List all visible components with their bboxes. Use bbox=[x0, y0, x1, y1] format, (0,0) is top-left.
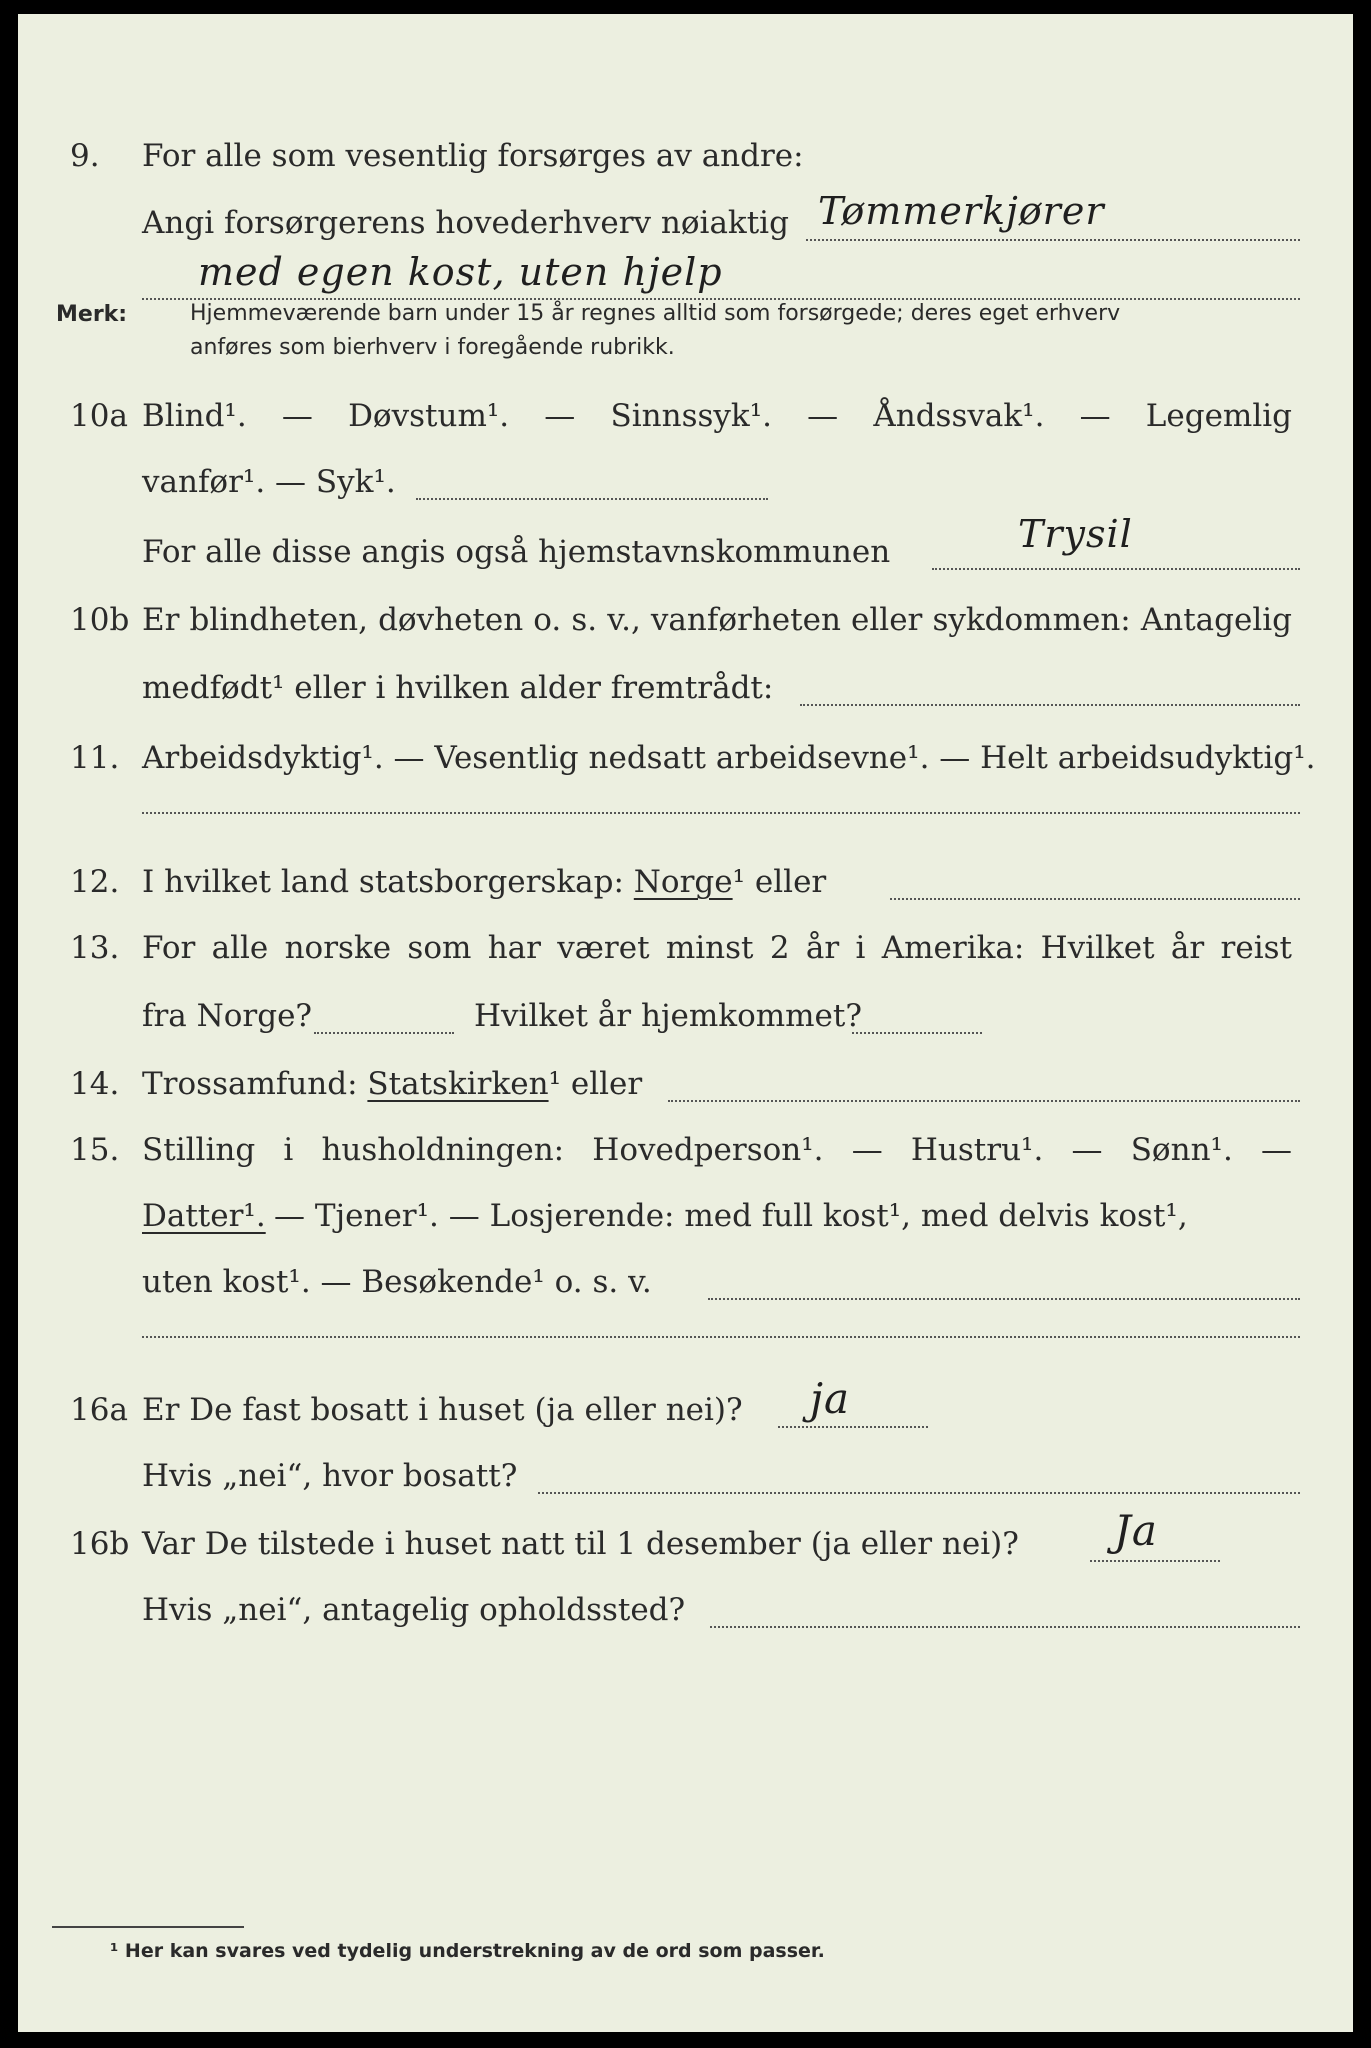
handwritten-answer: Tømmerkjører bbox=[818, 189, 1105, 233]
handwritten-answer: med egen kost, uten hjelp bbox=[198, 250, 723, 294]
question-text: Blind¹. — Døvstum¹. — Sinnssyk¹. — Åndssvak¹. — Legemlig bbox=[142, 398, 1292, 434]
answer-line bbox=[538, 1492, 1300, 1494]
question-text: Hvis „nei“, antagelig opholdssted? bbox=[142, 1592, 686, 1628]
answer-line bbox=[806, 239, 1300, 241]
note-label: Merk: bbox=[56, 302, 128, 327]
question-16a-line2 bbox=[18, 1448, 1353, 1504]
question-15-line3 bbox=[18, 1254, 1353, 1310]
underlined-answer: Norge bbox=[633, 864, 733, 900]
question-text: vanfør¹. — Syk¹. bbox=[142, 464, 396, 500]
answer-line bbox=[890, 898, 1300, 900]
question-number: 11. bbox=[70, 740, 120, 776]
question-number: 10a bbox=[70, 398, 128, 434]
answer-line bbox=[1090, 1560, 1220, 1562]
question-number: 9. bbox=[70, 138, 100, 174]
question-13-line2 bbox=[18, 988, 1353, 1044]
answer-line bbox=[800, 704, 1300, 706]
question-10b-line2 bbox=[18, 660, 1353, 716]
underlined-answer: Datter¹. bbox=[142, 1198, 266, 1234]
question-text: Arbeidsdyktig¹. — Vesentlig nedsatt arbeidsevne¹. — Helt arbeidsudyktig¹. bbox=[142, 740, 1316, 776]
question-10a bbox=[18, 388, 1353, 444]
question-10a-line2 bbox=[18, 454, 1353, 510]
question-16b bbox=[18, 1506, 1353, 1572]
question-16b-line2 bbox=[18, 1582, 1353, 1638]
question-14 bbox=[18, 1056, 1353, 1112]
answer-line bbox=[416, 498, 768, 500]
question-16a bbox=[18, 1374, 1353, 1438]
question-number: 12. bbox=[70, 864, 120, 900]
question-text: Er blindheten, døvheten o. s. v., vanførheten eller sykdommen: Antagelig bbox=[142, 602, 1292, 638]
answer-line bbox=[932, 568, 1300, 570]
question-text: Er De fast bosatt i huset (ja eller nei)? bbox=[142, 1392, 743, 1428]
question-number: 13. bbox=[70, 930, 120, 966]
question-number: 16a bbox=[70, 1392, 128, 1428]
question-number: 16b bbox=[70, 1526, 130, 1562]
question-suffix: ¹ eller bbox=[732, 864, 827, 900]
question-suffix: ¹ eller bbox=[548, 1066, 643, 1102]
question-text: medfødt¹ eller i hvilken alder fremtrådt: bbox=[142, 670, 774, 706]
handwritten-answer: ja bbox=[810, 1374, 851, 1423]
answer-line bbox=[710, 1626, 1300, 1628]
answer-line bbox=[852, 1032, 982, 1034]
handwritten-answer: Ja bbox=[1114, 1506, 1158, 1555]
question-11 bbox=[18, 730, 1353, 786]
question-number: 15. bbox=[70, 1132, 120, 1168]
census-form-page bbox=[18, 14, 1353, 2032]
question-text: fra Norge? bbox=[142, 998, 313, 1034]
footnote-rule bbox=[52, 1926, 244, 1928]
question-10a-line3 bbox=[18, 512, 1353, 580]
answer-line bbox=[142, 1336, 1300, 1338]
answer-line bbox=[142, 812, 1300, 814]
note-text: Hjemmeværende barn under 15 år regnes alltid som forsørgede; deres eget erhverv bbox=[190, 301, 1121, 326]
question-10b bbox=[18, 592, 1353, 648]
question-15 bbox=[18, 1122, 1353, 1178]
question-text: Stilling i husholdningen: Hovedperson¹. — Hustru¹. — Sønn¹. — bbox=[142, 1132, 1292, 1168]
question-text: For alle norske som har været minst 2 år i Amerika: Hvilket år reist bbox=[142, 930, 1292, 966]
question-number: 10b bbox=[70, 602, 130, 638]
question-text: Var De tilstede i huset natt til 1 desember (ja eller nei)? bbox=[142, 1526, 1019, 1562]
question-9-line2 bbox=[18, 189, 1353, 251]
question-text: For alle som vesentlig forsørges av andre: bbox=[142, 138, 804, 174]
question-prefix: I hvilket land statsborgerskap: bbox=[142, 864, 624, 900]
question-text: uten kost¹. — Besøkende¹ o. s. v. bbox=[142, 1264, 652, 1300]
question-text: Hvis „nei“, hvor bosatt? bbox=[142, 1458, 518, 1494]
answer-line bbox=[708, 1298, 1300, 1300]
underlined-answer: Statskirken bbox=[367, 1066, 549, 1102]
answer-line bbox=[778, 1426, 928, 1428]
answer-line bbox=[314, 1032, 454, 1034]
question-text: Hvilket år hjemkommet? bbox=[474, 998, 862, 1034]
question-prefix: Trossamfund: bbox=[142, 1066, 358, 1102]
question-12 bbox=[18, 854, 1353, 910]
footnote-text: ¹ Her kan svares ved tydelig understrekning av de ord som passer. bbox=[110, 1940, 825, 1962]
handwritten-answer: Trysil bbox=[1018, 512, 1133, 556]
note-text: anføres som bierhverv i foregående rubrikk. bbox=[190, 335, 675, 360]
question-15-line2 bbox=[18, 1188, 1353, 1244]
question-9 bbox=[18, 128, 1353, 184]
question-text bbox=[142, 854, 826, 910]
question-number: 14. bbox=[70, 1066, 120, 1102]
question-text bbox=[142, 1056, 642, 1112]
question-text: For alle disse angis også hjemstavnskommunen bbox=[142, 534, 891, 570]
question-13 bbox=[18, 920, 1353, 976]
question-text: — Tjener¹. — Losjerende: med full kost¹, med delvis kost¹, bbox=[274, 1198, 1188, 1234]
question-text: Angi forsørgerens hovederhverv nøiaktig bbox=[142, 205, 789, 241]
answer-line bbox=[668, 1100, 1300, 1102]
